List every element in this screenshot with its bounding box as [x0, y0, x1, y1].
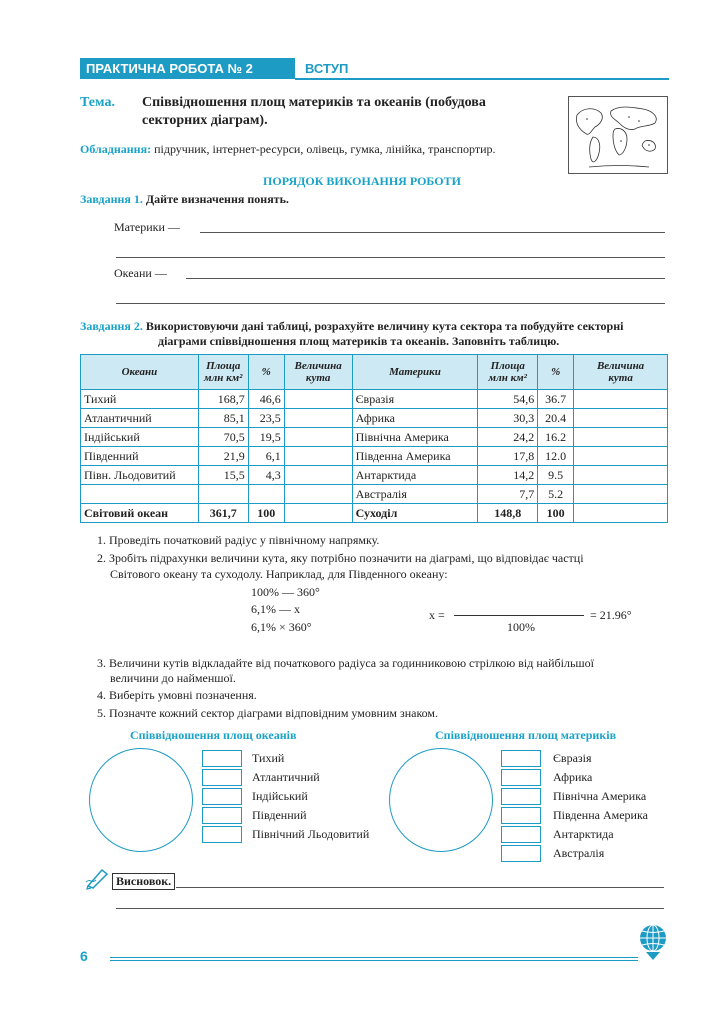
legend-box[interactable] — [501, 845, 541, 862]
header-label: ПРАКТИЧНА РОБОТА № 2 — [80, 58, 295, 79]
task1-text: Дайте визначення понять. — [145, 192, 289, 206]
step-2-line2: Світового океану та суходолу. Наприклад, для Південного океану: — [110, 567, 448, 581]
answer-line[interactable] — [176, 887, 664, 888]
step-4: 4. Виберіть умовні позначення. — [97, 688, 257, 702]
legend-box[interactable] — [202, 807, 242, 824]
formula-denominator: 100% — [507, 620, 535, 634]
cell-cont-area: 54,6 — [478, 390, 538, 409]
cell-ocean-area: 85,1 — [198, 409, 248, 428]
header-section: ВСТУП — [305, 61, 349, 76]
footer-rule — [110, 957, 638, 958]
formula-line3: 6,1% × 360° — [251, 620, 312, 634]
cell-ocean-pct-total: 100 — [248, 504, 284, 523]
continents-pie-circle[interactable] — [389, 748, 493, 852]
header-rule — [295, 78, 669, 80]
globe-icon — [636, 922, 670, 962]
cell-cont-area: 7,7 — [478, 485, 538, 504]
cell-cont-pct: 12.0 — [538, 447, 574, 466]
col-ocean-angle: Величина кута — [284, 355, 352, 390]
cell-ocean-total: Світовий океан — [81, 504, 199, 523]
task1-heading — [80, 192, 289, 207]
step-3-line1: 3. Величини кутів відкладайте від початкового радіуса за годинниковою стрілкою від найбільшої — [97, 656, 595, 670]
col-cont-area: Площа млн км² — [478, 355, 538, 390]
page-number: 6 — [80, 948, 88, 964]
formula-result: = 21.96° — [590, 608, 632, 622]
table-header-row — [81, 355, 668, 390]
footer-rule — [110, 960, 638, 961]
legend-box[interactable] — [202, 750, 242, 767]
col-cont-pct: % — [538, 355, 574, 390]
legend-box[interactable] — [501, 826, 541, 843]
cell-cont-pct-total: 100 — [538, 504, 574, 523]
cell-cont-area: 30,3 — [478, 409, 538, 428]
cell-cont-angle[interactable] — [574, 485, 668, 504]
legend-label: Африка — [553, 770, 593, 784]
cell-cont-area: 14,2 — [478, 466, 538, 485]
cell-ocean-angle[interactable] — [284, 409, 352, 428]
legend-label: Атлантичний — [252, 770, 320, 784]
cell-cont-pct: 20.4 — [538, 409, 574, 428]
cell-ocean: Атлантичний — [81, 409, 199, 428]
step-5: 5. Позначте кожний сектор діаграми відповідним умовним знаком. — [97, 706, 439, 720]
table-row — [81, 466, 668, 485]
answer-line[interactable] — [116, 257, 665, 258]
cell-cont-pct: 5.2 — [538, 485, 574, 504]
legend-label: Північна Америка — [553, 789, 647, 803]
cell-ocean-pct: 46,6 — [248, 390, 284, 409]
cell-ocean-angle[interactable] — [284, 485, 352, 504]
cell-continent-total: Суходіл — [352, 504, 478, 523]
term-continents: Материки — — [114, 220, 180, 234]
cell-ocean-angle[interactable] — [284, 428, 352, 447]
task1-prefix: Завдання 1. — [80, 192, 143, 206]
step-3-line2: величини до найменшої. — [110, 671, 236, 685]
cell-ocean-pct: 23,5 — [248, 409, 284, 428]
table-row — [81, 428, 668, 447]
cell-cont-pct: 36.7 — [538, 390, 574, 409]
cell-ocean-area: 70,5 — [198, 428, 248, 447]
cell-ocean-pct: 6,1 — [248, 447, 284, 466]
cell-ocean-area: 21,9 — [198, 447, 248, 466]
legend-label: Євразія — [553, 751, 592, 765]
cell-ocean-pct: 19,5 — [248, 428, 284, 447]
cell-continent: Південна Америка — [352, 447, 478, 466]
col-cont-angle: Величина кута — [574, 355, 668, 390]
answer-line[interactable] — [186, 278, 665, 279]
table-row — [81, 447, 668, 466]
legend-label: Північний Льодовитий — [252, 827, 370, 841]
col-ocean-area: Площа млн км² — [198, 355, 248, 390]
topic-prefix: Тема. — [80, 95, 115, 110]
step-2-line1: 2. Зробіть підрахунки величини кута, яку потрібно позначити на діаграмі, що відповідає частці — [97, 551, 584, 565]
cell-ocean: Південний — [81, 447, 199, 466]
topic-line2: секторних діаграм). — [142, 113, 268, 128]
cell-ocean-area: 168,7 — [198, 390, 248, 409]
cell-cont-area: 24,2 — [478, 428, 538, 447]
legend-box[interactable] — [501, 750, 541, 767]
col-oceans: Океани — [81, 355, 199, 390]
cell-ocean: Півн. Льодовитий — [81, 466, 199, 485]
cell-cont-angle[interactable] — [574, 409, 668, 428]
cell-continent: Північна Америка — [352, 428, 478, 447]
task2-heading — [80, 319, 623, 334]
cell-ocean-area-total: 361,7 — [198, 504, 248, 523]
topic-line1: Співвідношення площ материків та океанів (побудова — [142, 95, 486, 110]
cell-cont-area: 17,8 — [478, 447, 538, 466]
cell-ocean-pct: 4,3 — [248, 466, 284, 485]
cell-cont-angle[interactable] — [574, 390, 668, 409]
cell-continent: Антарктида — [352, 466, 478, 485]
legend-label: Південна Америка — [553, 808, 648, 822]
answer-line[interactable] — [200, 232, 665, 233]
cell-ocean: Тихий — [81, 390, 199, 409]
cell-cont-pct: 9.5 — [538, 466, 574, 485]
legend-box[interactable] — [202, 788, 242, 805]
pencil-icon — [84, 866, 114, 890]
cell-cont-angle[interactable] — [574, 466, 668, 485]
legend-box[interactable] — [501, 769, 541, 786]
areas-table — [80, 354, 668, 523]
conclusion-label: Висновок. — [112, 873, 175, 890]
cell-ocean-angle[interactable] — [284, 390, 352, 409]
col-continents: Материки — [352, 355, 478, 390]
equipment-prefix: Обладнання: — [80, 142, 152, 156]
cell-ocean-area — [198, 485, 248, 504]
procedure-title: ПОРЯДОК ВИКОНАННЯ РОБОТИ — [263, 174, 461, 188]
formula-x: x = — [429, 608, 445, 622]
equipment-line — [80, 142, 496, 157]
legend-label: Південний — [252, 808, 307, 822]
task2-prefix: Завдання 2. — [80, 319, 143, 333]
cell-cont-angle[interactable] — [574, 428, 668, 447]
task2-line1: Використовуючи дані таблиці, розрахуйте величину кута сектора та побудуйте секторні — [145, 319, 624, 333]
cell-ocean-angle[interactable] — [284, 447, 352, 466]
cell-cont-angle[interactable] — [574, 447, 668, 466]
legend-label: Індійський — [252, 789, 308, 803]
cell-ocean-angle-total[interactable] — [284, 504, 352, 523]
cell-continent: Австралія — [352, 485, 478, 504]
legend-box[interactable] — [202, 769, 242, 786]
cell-ocean: Індійський — [81, 428, 199, 447]
oceans-pie-circle[interactable] — [89, 748, 193, 852]
table-row — [81, 485, 668, 504]
task2-line2: діаграми співвідношення площ материків та океанів. Заповніть таблицю. — [158, 334, 560, 348]
term-oceans: Океани — — [114, 266, 167, 280]
answer-line[interactable] — [116, 908, 664, 909]
table-row — [81, 409, 668, 428]
table-row — [81, 390, 668, 409]
legend-box[interactable] — [501, 807, 541, 824]
legend-box[interactable] — [202, 826, 242, 843]
cell-ocean-area: 15,5 — [198, 466, 248, 485]
legend-label: Австралія — [553, 846, 605, 860]
legend-label: Антарктида — [553, 827, 614, 841]
table-total-row — [81, 504, 668, 523]
legend-box[interactable] — [501, 788, 541, 805]
answer-line[interactable] — [116, 303, 665, 304]
cell-ocean-pct — [248, 485, 284, 504]
cell-cont-angle-total[interactable] — [574, 504, 668, 523]
cell-cont-area-total: 148,8 — [478, 504, 538, 523]
continents-diagram-title: Співвідношення площ материків — [435, 728, 617, 742]
step-1: 1. Проведіть початковий радіус у північному напрямку. — [97, 533, 380, 547]
oceans-diagram-title: Співвідношення площ океанів — [130, 728, 297, 742]
col-ocean-pct: % — [248, 355, 284, 390]
equipment-text: підручник, інтернет-ресурси, олівець, гумка, лінійка, транспортир. — [154, 142, 496, 156]
cell-ocean — [81, 485, 199, 504]
legend-label: Тихий — [252, 751, 285, 765]
world-map-icon — [568, 96, 668, 174]
fraction-bar — [454, 615, 584, 616]
formula-line1: 100% — 360° — [251, 585, 320, 599]
cell-continent: Африка — [352, 409, 478, 428]
cell-continent: Євразія — [352, 390, 478, 409]
formula-line2: 6,1% — x — [251, 602, 300, 616]
cell-ocean-angle[interactable] — [284, 466, 352, 485]
cell-cont-pct: 16.2 — [538, 428, 574, 447]
